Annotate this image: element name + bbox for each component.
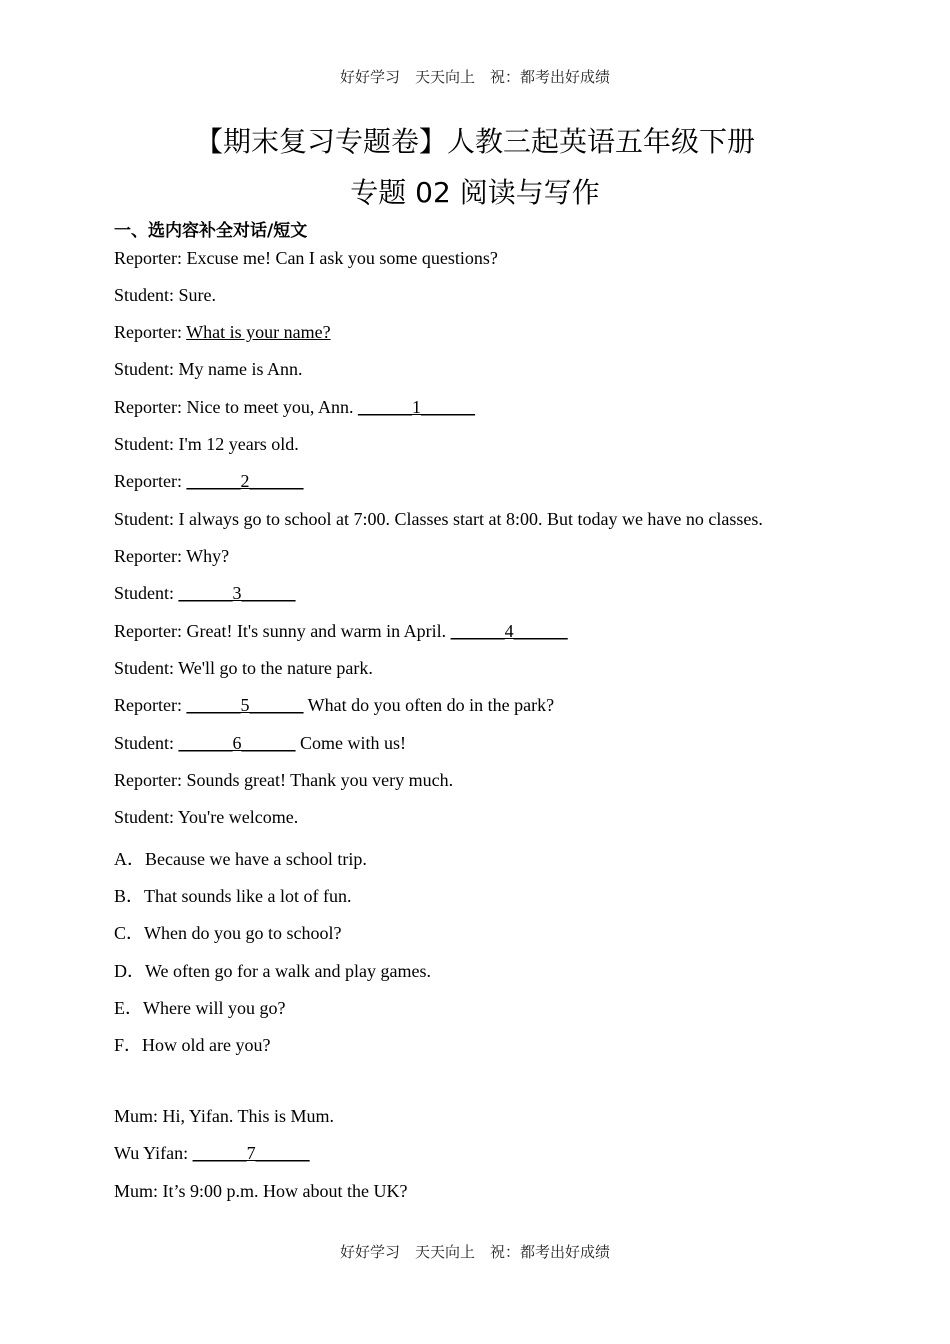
answer-blank-7[interactable]: ______7______ — [192, 1143, 310, 1163]
dialogue-line: Mum: Hi, Yifan. This is Mum. — [114, 1106, 335, 1126]
dialogue-line — [114, 583, 296, 604]
dialogue-line — [114, 1143, 310, 1164]
answer-blank-4[interactable]: ______4______ — [450, 621, 568, 641]
answer-blank-6[interactable]: ______6______ — [178, 733, 296, 753]
answer-blank-1[interactable]: ______1______ — [357, 397, 475, 417]
speaker: Student: — [114, 583, 179, 603]
section-heading: 一、选内容补全对话/短文 — [114, 221, 308, 241]
option-f: F．How old are you? — [114, 1035, 271, 1055]
answer-blank-5[interactable]: ______5______ — [186, 695, 304, 715]
speaker: Reporter: — [114, 695, 187, 715]
dialogue-line: Mum: It’s 9:00 p.m. How about the UK? — [114, 1181, 408, 1201]
option-d: D．We often go for a walk and play games. — [114, 961, 431, 981]
dialogue-line: Student: I'm 12 years old. — [114, 434, 299, 454]
page-header: 好好学习 天天向上 祝：都考出好成绩 — [339, 68, 610, 86]
option-a: A．Because we have a school trip. — [114, 849, 367, 869]
dialogue-line: Student: We'll go to the nature park. — [114, 658, 373, 678]
dialogue-line — [114, 695, 554, 716]
speaker: Reporter: — [114, 471, 187, 491]
dialogue-line — [114, 471, 303, 492]
dialogue-line — [114, 733, 406, 754]
page-subtitle: 专题 02 阅读与写作 — [350, 176, 600, 209]
answer-blank-2[interactable]: ______2______ — [186, 471, 304, 491]
answer-blank-3[interactable]: ______3______ — [178, 583, 296, 603]
page-title: 【期末复习专题卷】人教三起英语五年级下册 — [194, 125, 755, 158]
line-continuation: What do you often do in the park? — [303, 695, 555, 715]
speaker: Reporter: Great! It's sunny and warm in April. — [114, 621, 451, 641]
dialogue-line: Reporter: Sounds great! Thank you very much. — [114, 770, 454, 790]
dialogue-line: Student: My name is Ann. — [114, 359, 303, 379]
dialogue-line: Student: Sure. — [114, 285, 216, 305]
dialogue-line: Student: You're welcome. — [114, 807, 299, 827]
option-b: B．That sounds like a lot of fun. — [114, 886, 352, 906]
dialogue-line — [114, 397, 475, 418]
option-e: E．Where will you go? — [114, 998, 286, 1018]
page-footer: 好好学习 天天向上 祝：都考出好成绩 — [339, 1243, 610, 1261]
dialogue-line: Reporter: Why? — [114, 546, 230, 566]
speaker: Student: — [114, 733, 179, 753]
speaker: Reporter: Nice to meet you, Ann. — [114, 397, 358, 417]
speaker: Wu Yifan: — [114, 1143, 193, 1163]
dialogue-line — [114, 621, 568, 642]
dialogue-line: Student: I always go to school at 7:00. Classes start at 8:00. But today we have no classes. — [114, 509, 763, 529]
option-c: C．When do you go to school? — [114, 923, 342, 943]
dialogue-line: Reporter: Excuse me! Can I ask you some questions? — [114, 248, 498, 268]
speaker: Reporter: — [114, 322, 187, 342]
line-continuation: Come with us! — [295, 733, 407, 753]
dialogue-line — [114, 322, 331, 343]
example-answer: What is your name? — [186, 322, 331, 342]
